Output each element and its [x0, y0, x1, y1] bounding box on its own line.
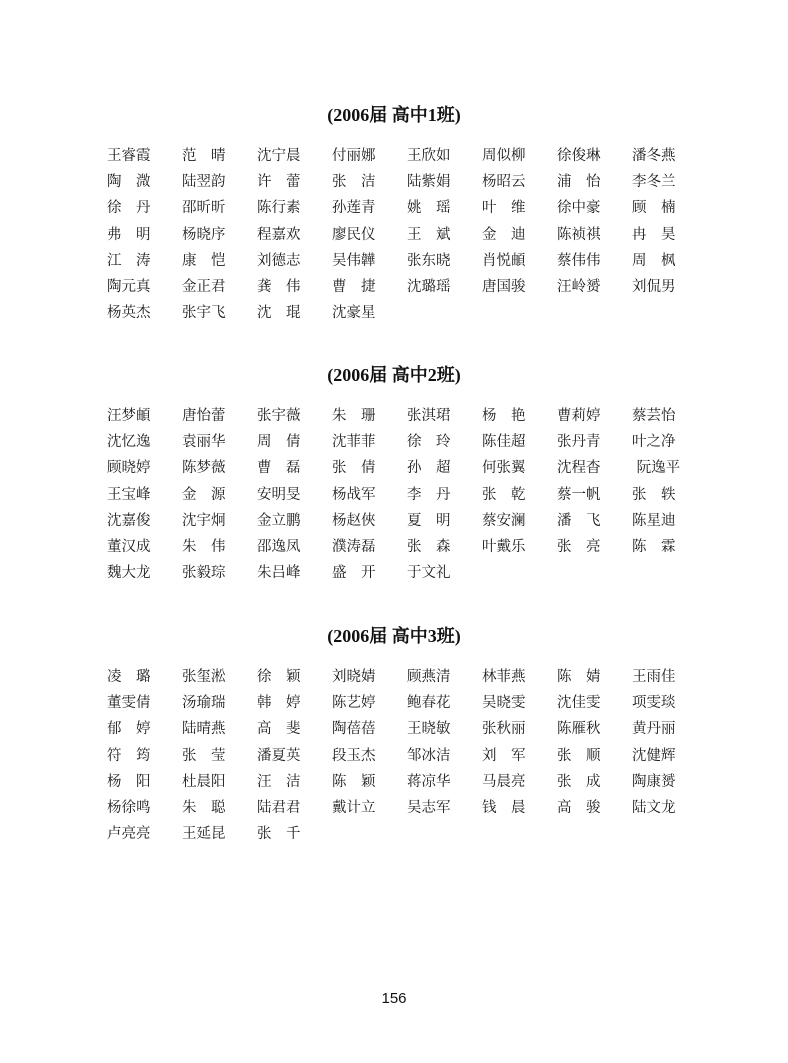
student-name: 林菲燕: [482, 669, 526, 685]
student-name: 张 莹: [182, 747, 226, 764]
student-name: 何张翼: [482, 460, 526, 477]
student-name: 张东晓: [407, 252, 451, 269]
student-name: 张 森: [407, 538, 451, 555]
student-name: 项雯琰: [632, 695, 676, 712]
student-name: 陆晴燕: [182, 721, 226, 738]
student-name: 杨战军: [332, 486, 376, 503]
student-name: 刘晓婧: [332, 669, 376, 685]
student-name: 王晓敏: [407, 721, 451, 738]
student-name: 许 蕾: [257, 174, 301, 191]
student-name: 王延昆: [182, 826, 226, 843]
student-name: 徐俊琳: [557, 148, 601, 164]
student-name: 郁 婷: [107, 721, 151, 738]
student-name: 朱 珊: [332, 408, 376, 424]
student-name: 张 千: [257, 826, 301, 843]
student-name: 沈健辉: [632, 747, 676, 764]
student-name: 浦 怡: [557, 174, 601, 191]
student-name: 李冬兰: [632, 174, 676, 191]
name-grid: [107, 403, 707, 586]
student-name: 戴计立: [332, 799, 376, 816]
student-name: 王雨佳: [632, 669, 676, 685]
student-name: 杨 艳: [482, 408, 526, 424]
student-name: 王 斌: [407, 226, 451, 243]
page-number: 156: [381, 990, 407, 1007]
student-name: 陈梦薇: [182, 460, 226, 477]
student-name: 徐中豪: [557, 200, 601, 217]
student-name: 陆君君: [257, 799, 301, 816]
student-name: 范 晴: [182, 148, 226, 164]
student-name: 潘冬燕: [632, 148, 676, 164]
student-name: 蔡一帆: [557, 486, 601, 503]
student-name: 顾燕清: [407, 669, 451, 685]
student-name: 张宇薇: [257, 408, 301, 424]
student-name: 金立鹏: [257, 512, 301, 529]
student-name: 杨赵俠: [332, 512, 376, 529]
student-name: 张 轶: [632, 486, 676, 503]
student-name: 徐 颖: [257, 669, 301, 685]
student-name: 袁丽华: [182, 434, 226, 451]
student-name: 陈星迪: [632, 512, 676, 529]
student-name: 邹冰洁: [407, 747, 451, 764]
section-title: (2006届 高中3班): [327, 626, 461, 646]
student-name: 阮逸平: [632, 460, 681, 477]
student-name: 金正君: [182, 278, 226, 295]
student-name: 沈豪星: [332, 305, 376, 322]
student-name: 叶戴乐: [482, 538, 526, 555]
student-name: 龚 伟: [257, 278, 301, 295]
student-name: 吴志军: [407, 799, 451, 816]
student-name: 黄丹丽: [632, 721, 676, 738]
student-name: 吴伟韡: [332, 252, 376, 269]
student-name: 徐 玲: [407, 434, 451, 451]
student-name: 陈 颖: [332, 773, 376, 790]
student-name: 韩 婷: [257, 695, 301, 712]
student-name: 杨 阳: [107, 773, 151, 790]
student-name: 濮涛磊: [332, 538, 376, 555]
student-name: 陶蓓蓓: [332, 721, 376, 738]
student-name: 邵昕昕: [182, 200, 226, 217]
student-name: 付丽娜: [332, 148, 376, 164]
student-name: 蒋凉华: [407, 773, 451, 790]
student-name: 顾晓婷: [107, 460, 151, 477]
student-name: 陈艺婷: [332, 695, 376, 712]
student-name: 曹莉婷: [557, 408, 601, 424]
student-name: 沈 琨: [257, 305, 301, 322]
student-name: 陈佳超: [482, 434, 526, 451]
student-name: 张 乾: [482, 486, 526, 503]
student-name: 杨英杰: [107, 305, 151, 322]
student-name: 蔡伟伟: [557, 252, 601, 269]
student-name: 陈行素: [257, 200, 301, 217]
student-name: 周 枫: [632, 252, 676, 269]
student-name: 江 涛: [107, 252, 151, 269]
student-name: 陶 溦: [107, 174, 151, 191]
student-name: 沈璐瑶: [407, 278, 451, 295]
student-name: 周似柳: [482, 148, 526, 164]
student-name: 叶之净: [632, 434, 676, 451]
student-name: 段玉杰: [332, 747, 376, 764]
student-name: 沈佳雯: [557, 695, 601, 712]
student-name: 姚 瑶: [407, 200, 451, 217]
student-name: 杨昭云: [482, 174, 526, 191]
section-title: (2006届 高中1班): [327, 105, 461, 125]
student-name: 吴晓雯: [482, 695, 526, 712]
student-name: 高 斐: [257, 721, 301, 738]
student-name: 凌 璐: [107, 669, 151, 685]
student-name: 金 迪: [482, 226, 526, 243]
student-name: 刘德志: [257, 252, 301, 269]
student-name: 高 骏: [557, 799, 601, 816]
student-name: 张毅琮: [182, 565, 226, 582]
student-name: 陶康赟: [632, 773, 676, 790]
student-name: 汪梦頔: [107, 408, 151, 424]
student-name: 王宝峰: [107, 486, 151, 503]
student-name: 叶 维: [482, 200, 526, 217]
student-name: 刘侃男: [632, 278, 676, 295]
student-name: 董雯倩: [107, 695, 151, 712]
student-name: 陈 霖: [632, 538, 676, 555]
student-name: 朱 聪: [182, 799, 226, 816]
student-name: 邵逸凤: [257, 538, 301, 555]
student-name: 曹 磊: [257, 460, 301, 477]
student-name: 廖民仪: [332, 226, 376, 243]
student-name: 盛 开: [332, 565, 376, 582]
student-name: 朱吕峰: [257, 565, 301, 582]
student-name: 康 恺: [182, 252, 226, 269]
student-name: 魏大龙: [107, 565, 151, 582]
student-name: 顾 楠: [632, 200, 676, 217]
student-name: 曹 捷: [332, 278, 376, 295]
student-name: 李 丹: [407, 486, 451, 503]
student-name: 陈雁秋: [557, 721, 601, 738]
student-name: 王欣如: [407, 148, 451, 164]
student-name: 王睿霞: [107, 148, 151, 164]
student-name: 陈祯祺: [557, 226, 601, 243]
student-name: 钱 晨: [482, 799, 526, 816]
student-name: 徐 丹: [107, 200, 151, 217]
student-name: 安明旻: [257, 486, 301, 503]
student-name: 陆翌韵: [182, 174, 226, 191]
student-name: 张 倩: [332, 460, 376, 477]
student-name: 孙莲青: [332, 200, 376, 217]
student-name: 沈菲菲: [332, 434, 376, 451]
student-name: 杨晓序: [182, 226, 226, 243]
student-name: 金 源: [182, 486, 226, 503]
student-name: 于文礼: [407, 565, 451, 582]
student-name: 沈嘉俊: [107, 512, 151, 529]
student-name: 张 顺: [557, 747, 601, 764]
name-grid: [107, 664, 707, 847]
student-name: 杨徐鸣: [107, 799, 151, 816]
student-name: 卢亮亮: [107, 826, 151, 843]
student-name: 张宇飞: [182, 305, 226, 322]
student-name: 杜晨阳: [182, 773, 226, 790]
student-name: 程嘉欢: [257, 226, 301, 243]
section-title: (2006届 高中2班): [327, 365, 461, 385]
student-name: 孙 超: [407, 460, 451, 477]
student-name: 冉 昊: [632, 226, 676, 243]
student-name: 蔡芸怡: [632, 408, 676, 424]
student-name: 刘 军: [482, 747, 526, 764]
student-name: 夏 明: [407, 512, 451, 529]
student-name: 肖悦頔: [482, 252, 526, 269]
student-name: 董汉成: [107, 538, 151, 555]
name-grid: [107, 143, 707, 326]
student-name: 张 成: [557, 773, 601, 790]
student-name: 张秋丽: [482, 721, 526, 738]
student-name: 张玺淞: [182, 669, 226, 685]
student-name: 陈 婧: [557, 669, 601, 685]
student-name: 潘 飞: [557, 512, 601, 529]
student-name: 鲍春花: [407, 695, 451, 712]
student-name: 符 筠: [107, 747, 151, 764]
student-name: 周 倩: [257, 434, 301, 451]
student-name: 汤瑜瑞: [182, 695, 226, 712]
student-name: 沈宇炯: [182, 512, 226, 529]
student-name: 马晨亮: [482, 773, 526, 790]
student-name: 朱 伟: [182, 538, 226, 555]
student-name: 沈程杳: [557, 460, 601, 477]
student-name: 沈宁晨: [257, 148, 301, 164]
student-name: 汪岭赟: [557, 278, 601, 295]
student-name: 陆紫娟: [407, 174, 451, 191]
student-name: 陶元真: [107, 278, 151, 295]
student-name: 唐国骏: [482, 278, 526, 295]
student-name: 唐怡蕾: [182, 408, 226, 424]
student-name: 蔡安澜: [482, 512, 526, 529]
student-name: 弗 明: [107, 226, 151, 243]
student-name: 张淇珺: [407, 408, 451, 424]
student-name: 张 洁: [332, 174, 376, 191]
student-name: 沈忆逸: [107, 434, 151, 451]
student-name: 张 亮: [557, 538, 601, 555]
student-name: 汪 洁: [257, 773, 301, 790]
student-name: 潘夏英: [257, 747, 301, 764]
student-name: 陆文龙: [632, 799, 676, 816]
student-name: 张丹青: [557, 434, 601, 451]
